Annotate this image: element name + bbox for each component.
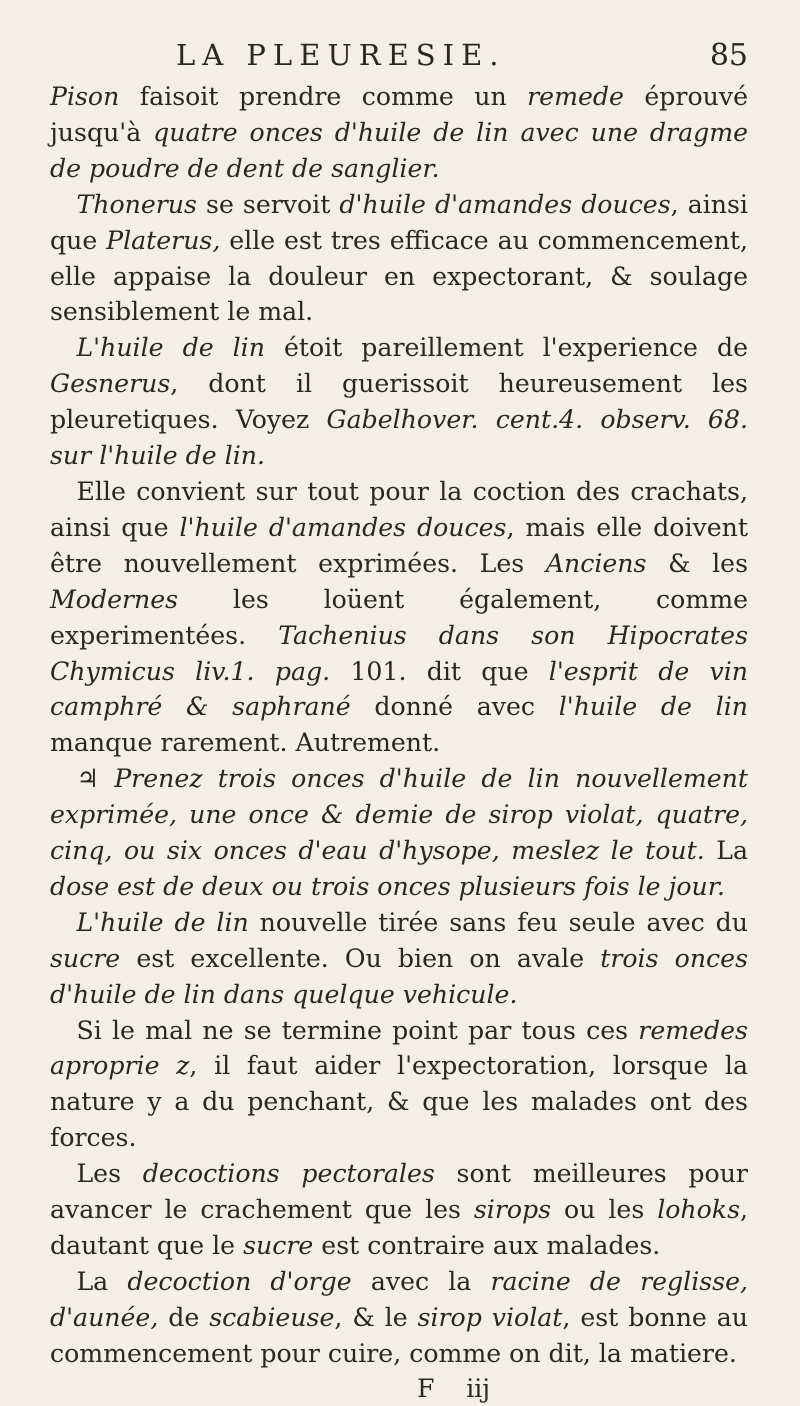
text-run: étoit pareillement l'experience de bbox=[264, 333, 748, 363]
italic-text: lohoks bbox=[657, 1195, 740, 1225]
text-run: , mais elle doivent être nouvellement exprimées. Les bbox=[50, 512, 748, 578]
italic-text: Thonerus bbox=[76, 189, 197, 219]
signature-letter: F bbox=[417, 1373, 435, 1403]
italic-text: remede bbox=[527, 82, 624, 111]
text-run: manque rarement. Autrement. bbox=[50, 728, 441, 758]
text-run: La bbox=[704, 836, 749, 866]
italic-text: L'huile de lin bbox=[76, 333, 265, 363]
italic-text: Modernes bbox=[50, 584, 179, 614]
text-run: sont meilleures pour avancer le crachement que les bbox=[50, 1159, 748, 1225]
text-run: avec la bbox=[351, 1266, 491, 1296]
italic-text: Anciens bbox=[545, 548, 647, 578]
italic-text: sirops bbox=[473, 1195, 552, 1225]
text-run: La bbox=[76, 1266, 128, 1296]
italic-text: sucre bbox=[243, 1231, 314, 1260]
italic-text: L'huile de lin bbox=[76, 907, 249, 937]
italic-text: l'huile d'amandes douces bbox=[179, 512, 507, 542]
text-run: elle est tres efficace au commencement, elle appaise la douleur en expectorant, & soulage sensiblement le mal. bbox=[50, 225, 748, 327]
italic-text: l'esprit de vin camphré & saphrané bbox=[50, 656, 749, 722]
page-number: 85 bbox=[709, 38, 748, 73]
italic-text: dose est de deux ou trois onces plusieurs fois le jour. bbox=[50, 871, 726, 901]
running-title: LA PLEURESIE. bbox=[176, 38, 506, 72]
italic-text: Gesnerus bbox=[50, 369, 171, 399]
text-run: , est bonne au commencement pour cuire, comme on dit, la matiere. bbox=[50, 1302, 748, 1368]
italic-text: sirop violat bbox=[417, 1302, 563, 1332]
paragraph bbox=[50, 330, 748, 474]
paragraph bbox=[50, 187, 748, 331]
paragraph bbox=[50, 1013, 748, 1157]
italic-text: Platerus, bbox=[106, 225, 221, 255]
text-run: , dont il guerissoit heureusement les pleuretiques. Voyez bbox=[50, 369, 748, 435]
italic-text: l'huile de lin bbox=[558, 692, 748, 722]
paragraph bbox=[50, 474, 748, 761]
body-text bbox=[50, 79, 748, 1372]
italic-text: racine de reglisse, d'aunée, bbox=[50, 1266, 749, 1332]
italic-text: d'huile d'amandes douces bbox=[339, 189, 671, 219]
text-run: , ainsi que bbox=[50, 189, 748, 255]
text-run: donné avec bbox=[350, 692, 559, 722]
text-run: les loüent également, comme experimentées. bbox=[50, 584, 748, 650]
italic-text: sucre bbox=[50, 943, 121, 973]
running-header bbox=[176, 38, 748, 73]
text-run: 101. dit que bbox=[330, 656, 549, 686]
italic-text: decoction d'orge bbox=[127, 1266, 352, 1296]
italic-text: Gabelhover. cent.4. observ. 68. sur l'huile de lin. bbox=[50, 405, 748, 471]
paragraph bbox=[50, 1264, 748, 1372]
signature-roman: iij bbox=[466, 1373, 490, 1403]
text-run: est excellente. Ou bien on avale bbox=[120, 943, 601, 973]
signature-mark bbox=[50, 1372, 748, 1406]
italic-text: decoctions pectorales bbox=[142, 1159, 435, 1189]
italic-text: ♃ Prenez trois onces d'huile de lin nouvellement exprimée, une once & demie de sirop violat, quatre, cinq, ou six onces d'eau d'hysope, meslez le tout. bbox=[50, 764, 748, 866]
text-run: se servoit bbox=[196, 189, 340, 219]
text-run: , & le bbox=[334, 1302, 418, 1332]
paragraph bbox=[50, 79, 748, 187]
paragraph bbox=[50, 761, 748, 905]
text-run: faisoit prendre comme un bbox=[119, 82, 528, 111]
italic-text: Pison bbox=[50, 82, 120, 111]
italic-text: trois onces d'huile de lin dans quelque vehicule. bbox=[50, 943, 748, 1009]
italic-text: scabieuse bbox=[209, 1302, 335, 1332]
text-run: éprouvé jusqu'à bbox=[50, 82, 748, 147]
italic-text: quatre onces d'huile de lin avec une dragme de poudre de dent de sanglier. bbox=[50, 117, 748, 183]
paragraph bbox=[50, 905, 748, 1013]
text-run: Si le mal ne se termine point par tous ces bbox=[76, 1015, 639, 1045]
text-run: ou les bbox=[551, 1195, 658, 1225]
text-run: & les bbox=[646, 548, 748, 578]
text-run: , il faut aider l'expectoration, lorsque la nature y a du penchant, & que les malades ont des forces. bbox=[50, 1051, 748, 1153]
text-run: Les bbox=[76, 1159, 143, 1189]
text-run: de bbox=[158, 1302, 210, 1332]
italic-text: remedes aproprie z bbox=[50, 1015, 748, 1081]
text-run: , dautant que le bbox=[50, 1195, 749, 1260]
paragraph bbox=[50, 1156, 748, 1264]
italic-text: Tachenius dans son Hipocrates Chymicus liv.1. pag. bbox=[50, 620, 748, 686]
text-run: est contraire aux malades. bbox=[313, 1231, 661, 1260]
text-run: Elle convient sur tout pour la coction des crachats, ainsi que bbox=[50, 476, 748, 542]
text-run: nouvelle tirée sans feu seule avec du bbox=[248, 907, 748, 937]
